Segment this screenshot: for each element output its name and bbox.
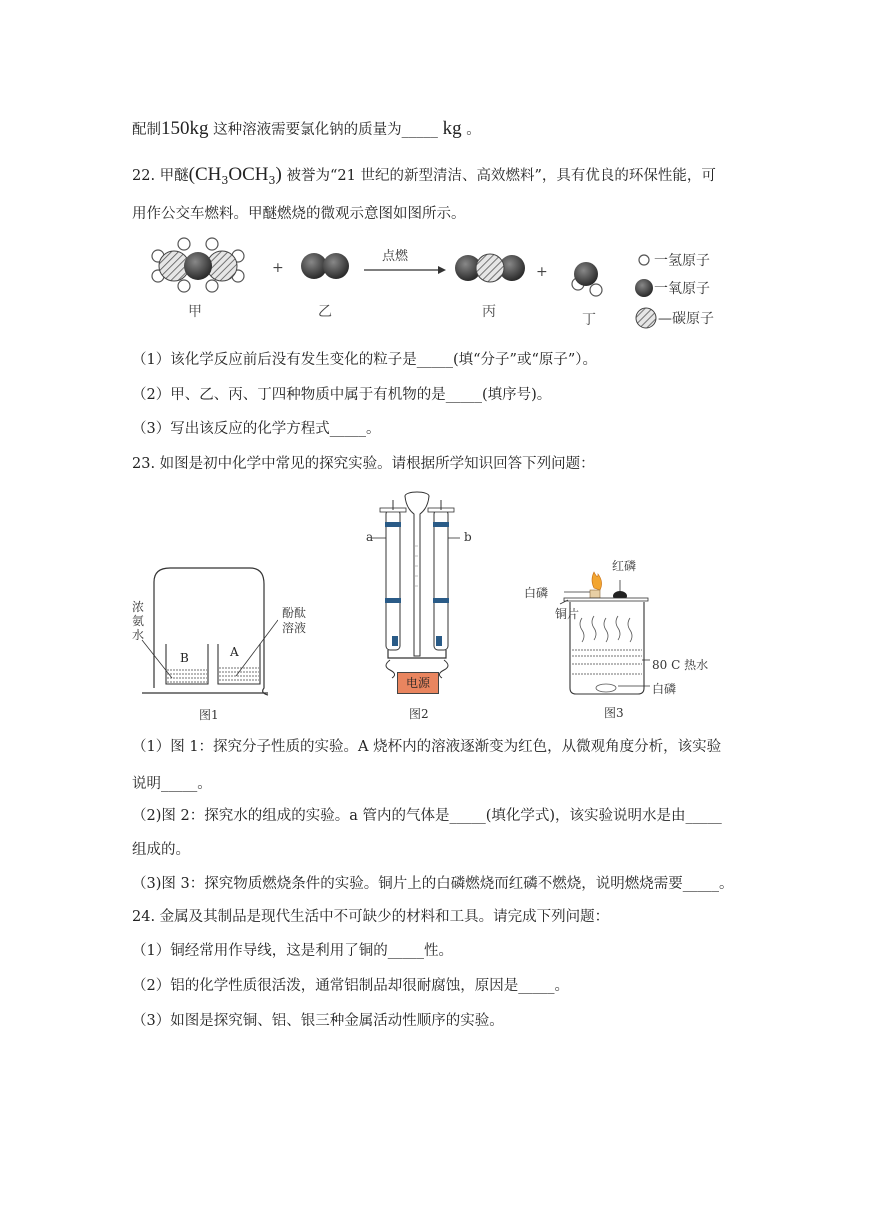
fig1-right-label: [282, 606, 306, 636]
fig1-caption: 图1: [199, 708, 219, 722]
reaction-diagram: [138, 228, 738, 338]
formula-part: OCH: [228, 164, 269, 185]
q24-sub2: （2）铝的化学性质很活泼，通常铝制品却很耐腐蚀，原因是_____。: [132, 978, 569, 994]
label-char: 浓: [132, 600, 145, 614]
text-segment: 。: [461, 122, 481, 138]
copper-plate-label: 铜片: [555, 607, 580, 621]
label-line: 溶液: [282, 621, 307, 635]
molecule-bing: [455, 254, 525, 282]
text-segment: 配制: [132, 122, 161, 138]
label-yi: 乙: [318, 304, 332, 320]
plus-sign-1: +: [272, 260, 284, 276]
formula-part: (CH: [188, 164, 222, 185]
q22-stem-line2: 用作公交车燃料。甲醚燃烧的微观示意图如图所示。: [132, 206, 466, 222]
molecule-jia: [152, 238, 244, 292]
carbon-atom-icon: [636, 308, 656, 328]
label-char: 氨: [132, 614, 145, 628]
hydrogen-atom-icon: [639, 255, 649, 265]
fig2-caption: 图2: [409, 707, 429, 721]
legend-oxygen: 一氧原子: [654, 281, 710, 297]
q23-sub3: （3)图 3：探究物质燃烧条件的实验。铜片上的白磷燃烧而红磷不燃烧，说明燃烧需要_____。: [132, 876, 734, 892]
q23-sub2-line2: 组成的。: [132, 842, 190, 858]
formula-sub: 3: [221, 173, 229, 187]
legend: [635, 253, 714, 328]
label-bing: 丙: [482, 304, 496, 320]
label-line: 酚酞: [282, 606, 307, 620]
q24-stem: 24. 金属及其制品是现代生活中不可缺少的材料和工具。请完成下列问题：: [132, 909, 610, 925]
molecule-yi: [301, 253, 349, 279]
line-prev-question: [132, 119, 481, 140]
figure-1-molecule-diffusion: [128, 560, 278, 725]
q23-stem: 23. 如图是初中化学中常见的探究实验。请根据所学知识回答下列问题：: [132, 456, 595, 472]
label-jia: 甲: [188, 304, 202, 320]
formula-part: ): [275, 164, 282, 185]
text-segment: 这种溶液需要氯化钠的质量为_____: [208, 122, 438, 138]
text-segment: 被誉为“21 世纪的新型清洁、高效燃料”，具有优良的环保性能，可: [281, 168, 716, 184]
unit: kg: [437, 118, 462, 139]
molecule-ding: [572, 262, 602, 296]
figure-2-electrolysis: [362, 486, 482, 696]
white-phosphorus-top-label: 白磷: [524, 586, 549, 600]
beaker-a-label: A: [230, 645, 239, 659]
text-segment: 22. 甲醚: [132, 168, 189, 184]
white-phosphorus-bottom-label: 白磷: [652, 682, 677, 696]
label-ding: 丁: [582, 312, 596, 328]
q24-sub3: （3）如图是探究铜、铝、银三种金属活动性顺序的实验。: [132, 1013, 504, 1029]
tube-a-label: a: [366, 530, 374, 544]
q24-sub1: （1）铜经常用作导线，这是利用了铜的_____性。: [132, 943, 453, 959]
q22-sub2: （2）甲、乙、丙、丁四种物质中属于有机物的是_____(填序号)。: [132, 387, 552, 403]
q23-sub2-line1: （2)图 2：探究水的组成的实验。a 管内的气体是_____(填化学式)，该实验说明水是由_____: [132, 808, 722, 824]
fig1-left-label: [132, 600, 144, 642]
q22-sub3: （3）写出该反应的化学方程式_____。: [132, 421, 381, 437]
hot-water-label: 80 C 热水: [652, 658, 709, 672]
legend-hydrogen: 一氢原子: [654, 253, 710, 269]
q22-sub1: （1）该化学反应前后没有发生变化的粒子是_____(填“分子”或“原子”）。: [132, 352, 598, 368]
figure-3-combustion: [520, 560, 720, 700]
formula-sub: 3: [268, 173, 276, 187]
red-phosphorus-label: 红磷: [612, 559, 637, 573]
power-supply: 电源: [397, 672, 439, 694]
fig3-caption: 图3: [604, 706, 624, 720]
tube-b-label: b: [464, 530, 472, 544]
q23-sub1-line2: 说明_____。: [132, 776, 212, 792]
plus-sign-2: +: [536, 264, 548, 280]
label-char: 水: [132, 628, 145, 642]
oxygen-atom-icon: [635, 279, 653, 297]
beaker-b-label: B: [180, 651, 189, 665]
q22-stem: [132, 165, 716, 191]
q23-sub1-line1: （1）图 1：探究分子性质的实验。A 烧杯内的溶液逐渐变为红色，从微观角度分析，该实验: [132, 739, 722, 755]
mass-value: 150kg: [161, 118, 209, 139]
arrow-label: 点燃: [382, 249, 409, 264]
legend-carbon: —碳原子: [658, 311, 714, 327]
